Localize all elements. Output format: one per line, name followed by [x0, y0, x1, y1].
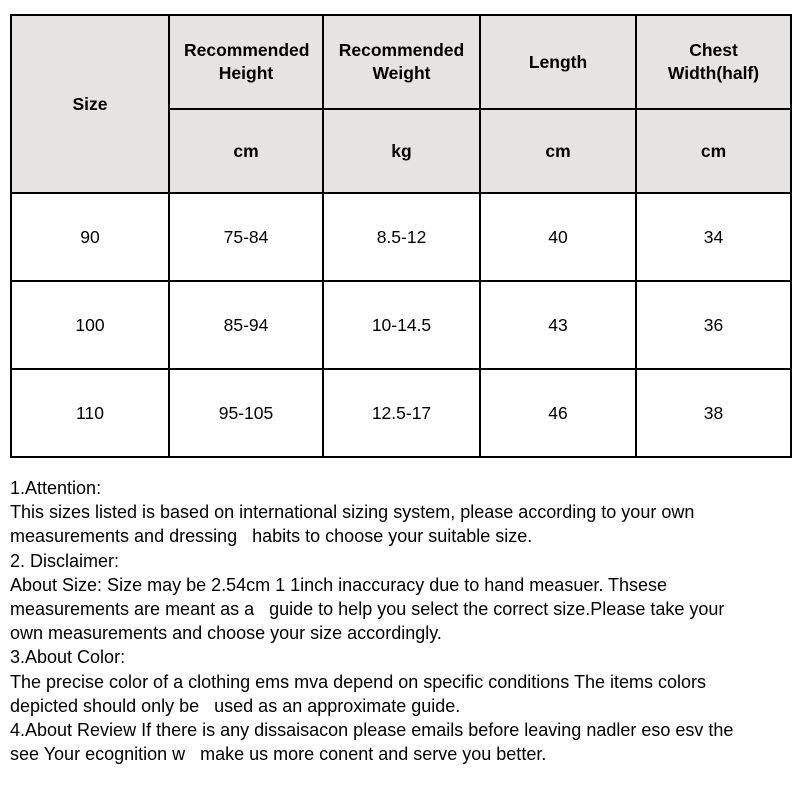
weight-value: 12.5-17	[323, 369, 480, 457]
chest-width-value: 34	[636, 193, 791, 281]
size-column-header: Size	[11, 15, 169, 193]
table-row	[11, 369, 791, 457]
height-value: 95-105	[169, 369, 323, 457]
note-line: own measurements and choose your size accordingly.	[10, 623, 442, 644]
chest-width-unit: cm	[636, 109, 791, 193]
size-value: 100	[11, 281, 169, 369]
note-line: depicted should only be used as an approximate guide.	[10, 695, 461, 716]
note-line: measurements are meant as a guide to help you select the correct size.Please take your	[10, 599, 725, 620]
note-line-color-heading: 3.About Color:	[10, 647, 126, 668]
recommended-weight-unit: kg	[323, 109, 480, 193]
recommended-height-unit: cm	[169, 109, 323, 193]
chest-width-header: Chest Width(half)	[636, 15, 791, 109]
height-value: 75-84	[169, 193, 323, 281]
size-value: 90	[11, 193, 169, 281]
length-unit: cm	[480, 109, 636, 193]
table-header-row	[11, 15, 791, 109]
notes	[10, 476, 796, 766]
table-row	[11, 281, 791, 369]
note-line: measurements and dressing habits to choose your suitable size.	[10, 526, 533, 547]
note-line: This sizes listed is based on international sizing system, please according to your own	[10, 502, 695, 523]
length-value: 43	[480, 281, 636, 369]
note-line-disclaimer-heading: 2. Disclaimer:	[10, 550, 120, 571]
chest-width-value: 36	[636, 281, 791, 369]
height-value: 85-94	[169, 281, 323, 369]
weight-value: 8.5-12	[323, 193, 480, 281]
note-line-review-heading: 4.About Review If there is any dissaisacon please emails before leaving nadler eso esv the	[10, 720, 734, 741]
length-value: 40	[480, 193, 636, 281]
length-header: Length	[480, 15, 636, 109]
size-chart-table	[10, 14, 792, 458]
weight-value: 10-14.5	[323, 281, 480, 369]
note-line: see Your ecognition w make us more conent and serve you better.	[10, 744, 547, 765]
recommended-height-header: Recommended Height	[169, 15, 323, 109]
chest-width-value: 38	[636, 369, 791, 457]
size-value: 110	[11, 369, 169, 457]
length-value: 46	[480, 369, 636, 457]
table-row	[11, 193, 791, 281]
note-line: The precise color of a clothing ems mva depend on specific conditions The items colors	[10, 671, 707, 692]
note-line-attention-heading: 1.Attention:	[10, 478, 102, 498]
note-line: About Size: Size may be 2.54cm 1 1inch inaccuracy due to hand measuer. Thsese	[10, 574, 668, 595]
recommended-weight-header: Recommended Weight	[323, 15, 480, 109]
